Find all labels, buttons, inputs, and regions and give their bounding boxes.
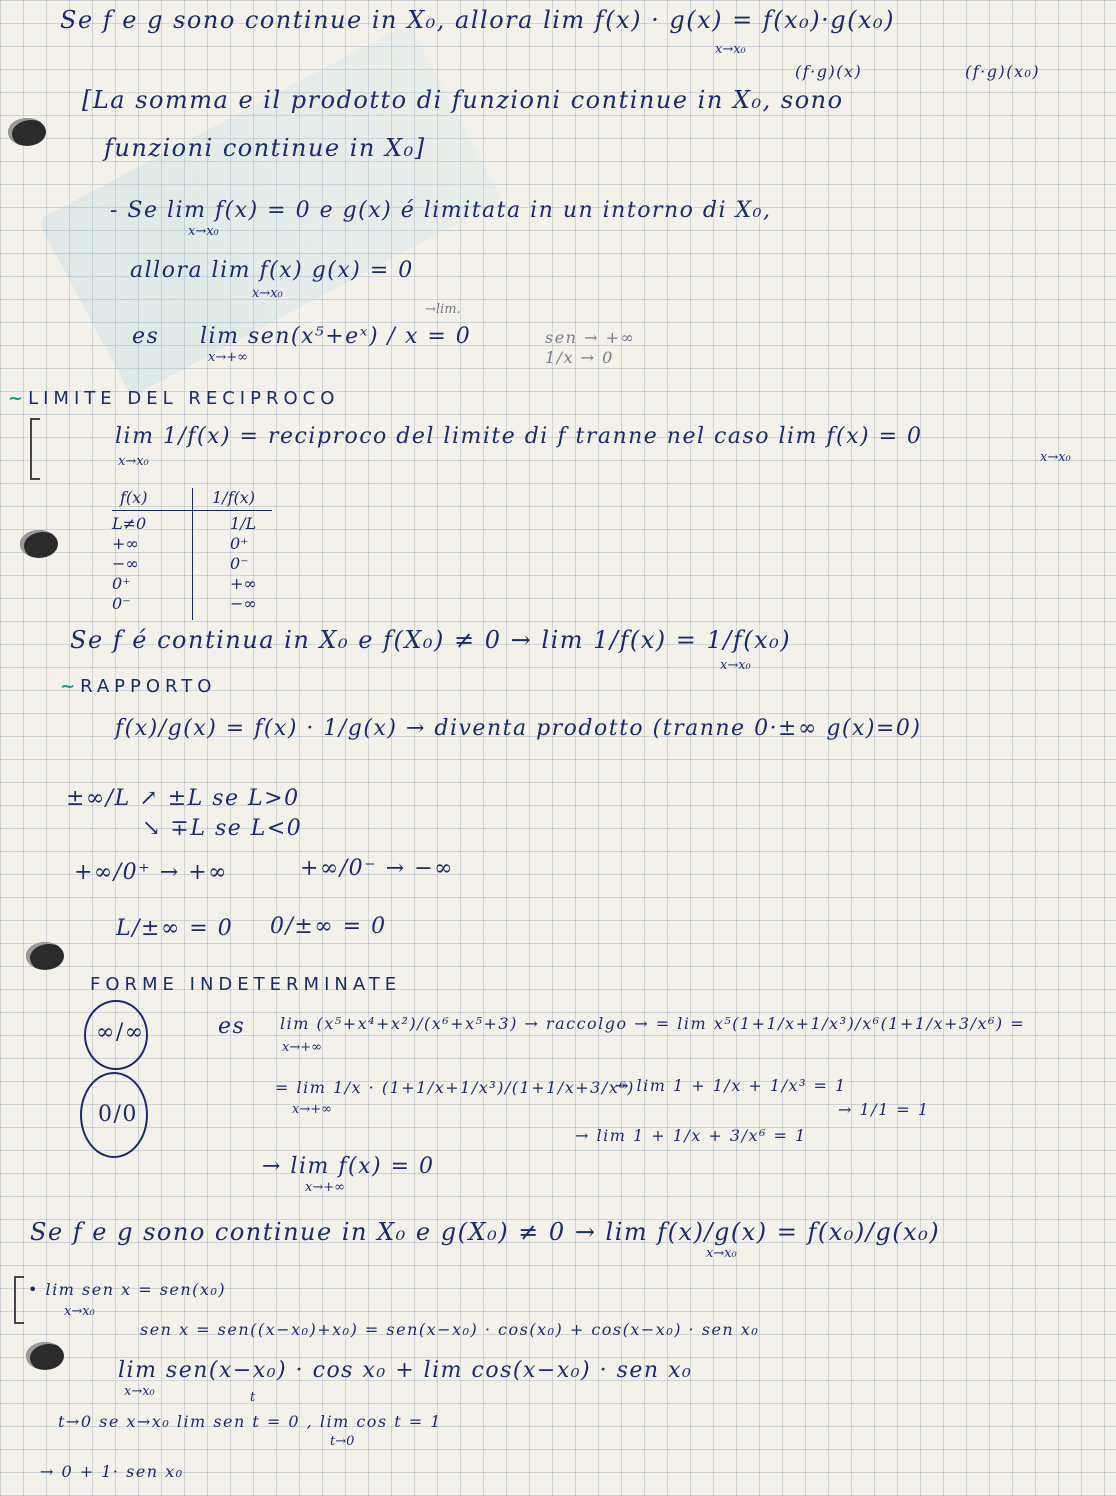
reciprocal-rule: lim 1/f(x) = reciproco del limite di f tranne nel caso lim f(x) = 0	[115, 424, 923, 449]
annotation: t	[250, 1390, 256, 1405]
limit-subscript: x→+∞	[305, 1180, 345, 1195]
ratio-rule: f(x)/g(x) = f(x) · 1/g(x) → diventa prodotto (tranne 0·±∞ g(x)=0)	[115, 716, 922, 741]
limit-subscript: x→+∞	[292, 1102, 332, 1117]
annotation: (f·g)(x)	[795, 62, 863, 81]
binder-hole	[26, 942, 64, 970]
binder-hole	[20, 530, 58, 558]
limit-subscript: x→x₀	[64, 1304, 95, 1319]
note-line-reciprocal-continuity: Se f é continua in X₀ e f(X₀) ≠ 0 → lim 1/f(x) = 1/f(x₀)	[70, 626, 792, 654]
indeterminate-step: → 1/1 = 1	[838, 1100, 930, 1119]
annotation: 1/x → 0	[545, 348, 614, 367]
table-header: 1/f(x)	[212, 488, 255, 507]
limit-subscript: x→x₀	[124, 1384, 155, 1399]
note-line-quotient-continuity: Se f e g sono continue in X₀ e g(X₀) ≠ 0 → lim f(x)/g(x) = f(x₀)/g(x₀)	[30, 1218, 941, 1246]
sine-substitution: t→0 se x→x₀ lim sen t = 0 , lim cos t = 1	[58, 1412, 442, 1431]
section-heading-reciprocal: ~LIMITE DEL RECIPROCO	[8, 388, 340, 409]
indeterminate-form: ∞/∞	[96, 1020, 145, 1045]
sine-result: → 0 + 1· sen x₀	[40, 1462, 184, 1481]
annotation: (f·g)(x₀)	[965, 62, 1041, 81]
note-line-continuity-product: Se f e g sono continue in X₀, allora lim f(x) · g(x) = f(x₀)·g(x₀)	[60, 6, 895, 34]
section-heading-indeterminate: FORME INDETERMINATE	[90, 974, 402, 995]
binder-hole	[26, 1342, 64, 1370]
sine-expansion: sen x = sen((x−x₀)+x₀) = sen(x−x₀) · cos(x₀) + cos(x−x₀) · sen x₀	[140, 1320, 760, 1339]
annotation: sen → +∞	[545, 328, 636, 347]
table-column-reciprocal: 1/L 0⁺ 0⁻ +∞ −∞	[230, 514, 257, 613]
indeterminate-step: → lim 1 + 1/x + 1/x³ = 1	[615, 1076, 847, 1095]
indeterminate-step: = lim 1/x · (1+1/x+1/x³)/(1+1/x+3/x⁶)	[275, 1078, 635, 1097]
example-limit: lim sen(x⁵+eˣ) / x = 0	[200, 324, 472, 349]
example-label: es	[218, 1014, 246, 1039]
ratio-case: 0/±∞ = 0	[270, 914, 387, 939]
note-line-sum-product: [La somma e il prodotto di funzioni continue in X₀, sono	[82, 86, 844, 114]
binder-hole	[8, 118, 46, 146]
table-column-f: L≠0 +∞ −∞ 0⁺ 0⁻	[112, 514, 147, 613]
indeterminate-form: 0/0	[98, 1102, 138, 1127]
bracket	[14, 1276, 24, 1324]
ratio-case: +∞/0⁺ → +∞	[74, 860, 228, 885]
annotation: →lim.	[425, 302, 461, 317]
limit-subscript: x→x₀	[715, 42, 746, 57]
limit-subscript: x→x₀	[188, 224, 219, 239]
ratio-case: L/±∞ = 0	[116, 916, 234, 941]
limit-subscript: x→+∞	[208, 350, 248, 365]
sine-limit: • lim sen x = sen(x₀)	[28, 1280, 227, 1299]
limit-subscript: t→0	[330, 1434, 355, 1449]
limit-subscript: x→x₀	[252, 286, 283, 301]
note-line-then: allora lim f(x) g(x) = 0	[130, 258, 414, 283]
note-line-bounded: - Se lim f(x) = 0 e g(x) é limitata in un intorno di X₀,	[110, 198, 772, 223]
limit-subscript: x→x₀	[706, 1246, 737, 1261]
ratio-case: +∞/0⁻ → −∞	[300, 856, 454, 881]
indeterminate-example: lim (x⁵+x⁴+x²)/(x⁶+x⁵+3) → raccolgo → = lim x⁵(1+1/x+1/x³)/x⁶(1+1/x+3/x⁶) =	[280, 1014, 1026, 1033]
bracket	[30, 418, 40, 480]
sine-limit-split: lim sen(x−x₀) · cos x₀ + lim cos(x−x₀) · sen x₀	[118, 1358, 693, 1383]
note-line-sum-product-cont: funzioni continue in X₀]	[104, 134, 426, 162]
ratio-case: ↘ ∓L se L<0	[142, 816, 303, 841]
section-heading-ratio: ~RAPPORTO	[60, 676, 217, 697]
ratio-case: ±∞/L ↗ ±L se L>0	[66, 786, 300, 811]
table-header: f(x)	[120, 488, 148, 507]
indeterminate-step: → lim 1 + 1/x + 3/x⁶ = 1	[575, 1126, 807, 1145]
limit-subscript: x→x₀	[1040, 450, 1071, 465]
indeterminate-result: → lim f(x) = 0	[262, 1154, 435, 1179]
limit-subscript: x→+∞	[282, 1040, 322, 1055]
limit-subscript: x→x₀	[720, 658, 751, 673]
limit-subscript: x→x₀	[118, 454, 149, 469]
example-label: es	[132, 324, 160, 349]
